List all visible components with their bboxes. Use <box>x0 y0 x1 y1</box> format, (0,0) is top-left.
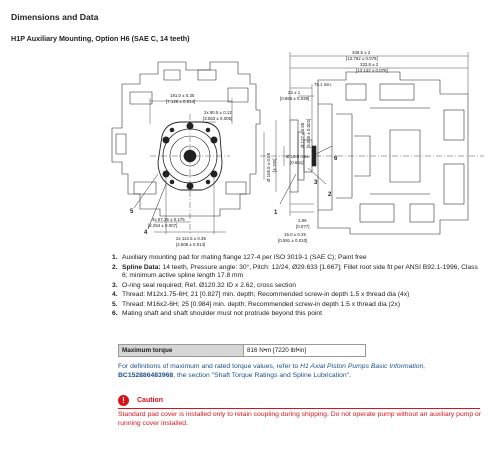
section-title: Dimensions and Data <box>11 12 99 22</box>
note-item <box>112 291 484 300</box>
exclamation-icon: ! <box>118 395 129 406</box>
callout-1: 1 <box>274 210 278 216</box>
callout-6: 6 <box>334 156 338 162</box>
caution-text: Standard pad cover is installed only to retain coupling during shipping. Do not operate pump without an auxiliary pump or running cover installed. <box>118 411 482 427</box>
dim-center-in: [4.192] <box>272 158 277 172</box>
note-number: 2. <box>112 263 118 271</box>
callout-3: 3 <box>314 180 318 186</box>
callout-2: 2 <box>328 192 332 198</box>
dim-15-in: [0.591 ± 0.010] <box>278 238 308 243</box>
torque-table <box>118 344 366 357</box>
note-text: Mating shaft and shaft shoulder must not protrude beyond this point <box>122 310 323 318</box>
notes-list <box>112 254 484 320</box>
note-item <box>112 282 484 291</box>
note-item <box>112 301 484 310</box>
note-number: 3. <box>112 281 118 289</box>
dim-front-width: 181.0 ± 0.35 <box>170 93 195 98</box>
info-prefix: For definitions of maximum and rated torque values, refer to <box>118 363 301 370</box>
note-text: Thread: M12x1.75-6H; 21 [0.827] min. depth; Recommended screw-in depth 1.5 x thread dia (4x) <box>122 291 410 299</box>
dim-75: 75.1 min. <box>314 82 333 87</box>
info-paragraph <box>118 363 483 381</box>
sub-title: H1P Auxiliary Mounting, Option H6 (SAE C, 14 teeth) <box>11 34 190 43</box>
dim-pilot-in: [5.000 ± 0.002] <box>306 118 311 148</box>
note-item <box>112 264 484 281</box>
info-doc-title[interactable]: H1 Axial Piston Pumps Basic Information, <box>300 363 426 370</box>
dim-bottom-2-in: [4.508 ± 0.014] <box>176 242 206 247</box>
dim-bottom-1-in: [2.254 ± 0.007] <box>148 223 178 228</box>
dim-22: 22 ± 1 <box>288 90 301 95</box>
technical-drawing <box>100 44 485 249</box>
dim-center: Ø 106.5 ± 0.05 <box>266 152 271 182</box>
dim-15: 15.0 ± 0.25 <box>284 232 306 237</box>
dim-front-width-in: [7.126 ± 0.014] <box>166 99 196 104</box>
dim-pilot: Ø 127 ± 0.05 <box>300 122 305 148</box>
torque-value: 816 N•m [7220 lbf•in] <box>244 345 366 357</box>
dim-bolt-pattern-in: [3.563 ± 0.005] <box>203 116 233 121</box>
dim-196: 1.96 <box>298 218 307 223</box>
table-row <box>119 345 366 357</box>
dim-196-in: [0.077] <box>296 224 310 229</box>
torque-label: Maximum torque <box>119 345 244 357</box>
dim-22-in: [0.866 ± 0.039] <box>280 96 310 101</box>
note-item <box>112 254 484 263</box>
note-number: 5. <box>112 300 118 308</box>
technical-drawing-svg <box>100 44 485 249</box>
caution-divider <box>118 408 480 409</box>
caution-header <box>118 395 163 406</box>
note-number: 4. <box>112 291 118 299</box>
note-text: Thread: M16x2-6H; 25 [0.984] min. depth; Recommended screw-in depth 1.5 x thread dia (2x) <box>122 300 401 308</box>
info-doc-number[interactable]: BC152886483968 <box>118 371 174 379</box>
note-text: Spline Data: 14 teeth, Pressure angle: 30°, Pitch: 12/24, Ø29.633 [1.667]; Fillet root side fit per ANSI B92.1-1996, Class 6; minimum active spline length 17.8 mm <box>122 263 478 280</box>
note-text: Auxiliary mounting pad for mating flange 127-4 per ISO 3019-1 (SAE C); Paint free <box>122 254 367 261</box>
dim-small-dia: Ø 16.8 max. <box>286 154 310 159</box>
side-view <box>260 52 484 234</box>
note-item <box>112 310 484 319</box>
dim-small-dia-in: [0.661] <box>290 160 304 165</box>
callout-4: 4 <box>144 230 148 236</box>
dim-total-length: 349.5 ± 2 <box>352 50 371 55</box>
note-number: 1. <box>112 254 118 261</box>
dim-bolt-pattern: 2x 90.5 ± 0.12 <box>204 110 232 115</box>
dim-length-2-in: [13.142 ± 0.079] <box>356 68 388 73</box>
dim-bottom-2: 2x 114.5 ± 0.35 <box>176 236 206 241</box>
note-number: 6. <box>112 310 118 318</box>
note-text: O-ring seal required; Ref. Ø120.32 ID x 2.62, cross section <box>122 281 296 289</box>
front-view <box>112 62 260 234</box>
caution-label: Caution <box>137 397 164 404</box>
dim-bottom-1: 4x 57.25 ± 0.175 <box>152 217 185 222</box>
dim-length-2: 333.8 ± 2 <box>360 62 379 67</box>
dim-total-length-in: [13.762 ± 0.079] <box>346 56 378 61</box>
callout-5: 5 <box>130 209 134 215</box>
info-suffix: , the section "Shaft Torque Ratings and Spline Lubrication". <box>173 371 351 379</box>
